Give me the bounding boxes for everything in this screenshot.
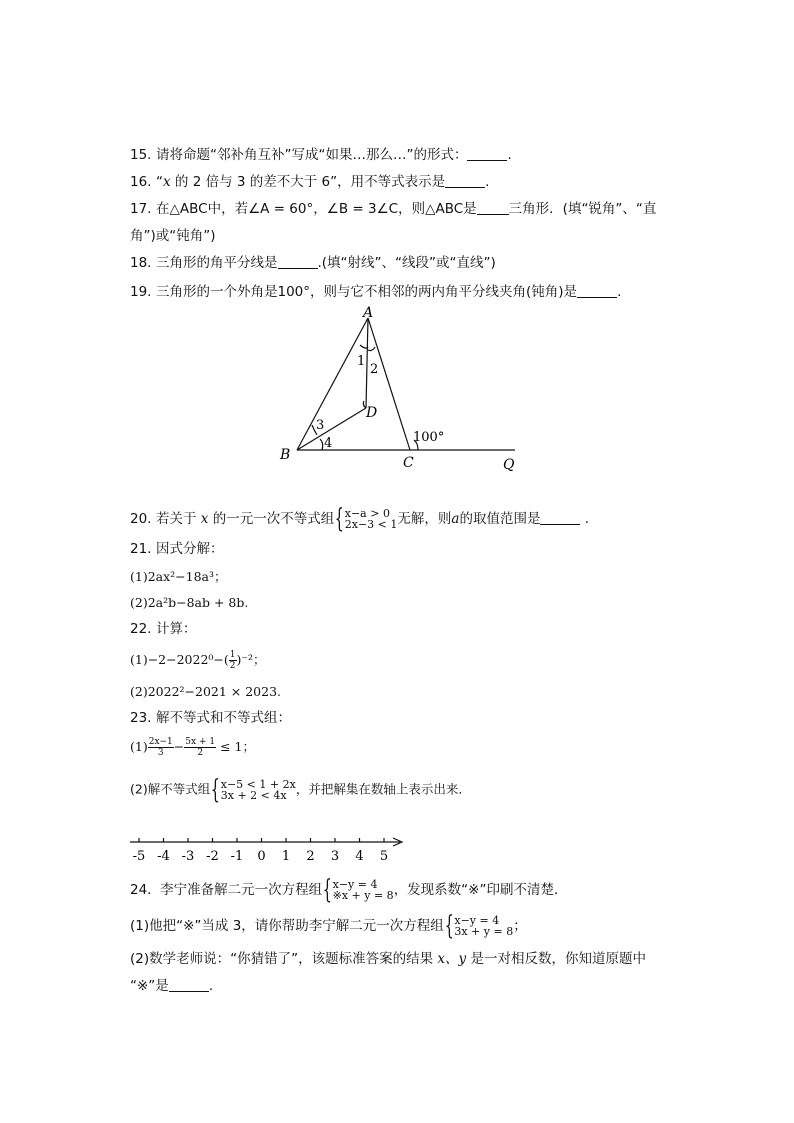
question-21-part2: (2)2a²b−8ab + 8b.	[130, 595, 249, 610]
question-text: 角”)或“钝角”)	[130, 228, 216, 244]
variable: x	[200, 511, 209, 527]
punct: .	[584, 511, 590, 527]
inequality-system: {x−a > 0 2x−3 < 1	[334, 504, 398, 534]
angle-arc-4	[320, 439, 323, 450]
numerator: 5x + 1	[185, 737, 216, 747]
label-C: C	[403, 455, 414, 471]
expr: (1)−2−2022⁰−(	[130, 652, 229, 667]
answer-blank[interactable]	[445, 174, 485, 188]
answer-blank[interactable]	[477, 201, 509, 215]
expr: (1)	[130, 739, 148, 754]
question-18	[130, 254, 496, 272]
label-exterior-angle: 100°	[413, 430, 445, 445]
question-text: 三角形的角平分线是	[156, 255, 278, 271]
question-number: 17.	[130, 201, 152, 217]
question-text: “※”是	[130, 978, 169, 994]
fraction-2	[184, 737, 216, 758]
number-line-label: -1	[230, 849, 244, 864]
number-line-label: 2	[306, 849, 315, 864]
number-line-label: 0	[257, 849, 266, 864]
question-23	[130, 709, 291, 727]
question-text: 在△ABC中，若∠A = 60°，∠B = 3∠C，则△ABC是	[156, 201, 477, 217]
punct: .	[617, 284, 622, 300]
punct: .	[485, 174, 490, 190]
question-text: 李宁准备解二元一次方程组	[160, 882, 323, 898]
label-Q: Q	[503, 457, 515, 473]
system-line-1: x−y = 4	[454, 914, 500, 927]
system-line-2: 3x + 2 < 4x	[220, 789, 287, 802]
number-line-label: -5	[132, 849, 146, 864]
question-15	[130, 146, 512, 164]
question-text: ；	[513, 918, 527, 934]
numerator: 2x−1	[148, 737, 173, 747]
question-text: 的 2 倍与 3 的差不大于 6”，用不等式表示是	[170, 174, 446, 190]
label-angle-4: 4	[324, 436, 333, 451]
equation-system: {x−y = 4 3x + y = 8	[444, 911, 514, 941]
question-24-part2-line1	[130, 950, 646, 968]
punct: .	[208, 978, 214, 994]
number-line-label: -3	[181, 849, 195, 864]
question-number: 20.	[130, 511, 152, 527]
question-text: 计算：	[156, 621, 197, 637]
variable: x	[163, 174, 171, 190]
question-text: 三角形．(填“锐角”、“直	[508, 201, 657, 217]
question-19	[130, 283, 621, 301]
label-angle-1: 1	[357, 354, 366, 369]
denominator: 2	[229, 661, 236, 671]
question-text: 因式分解：	[156, 541, 224, 557]
number-line-label: -2	[206, 849, 219, 864]
answer-blank[interactable]	[467, 147, 507, 161]
question-text: 解不等式和不等式组：	[156, 710, 291, 726]
question-number: 23.	[130, 710, 152, 726]
question-text: 的取值范围是	[459, 511, 541, 527]
angle-arc-2	[368, 347, 375, 351]
question-text: 三角形的一个外角是100°，则与它不相邻的两内角平分线夹角(钝角)是	[156, 284, 578, 300]
question-17-line2	[130, 227, 216, 245]
bisector-ad	[366, 318, 368, 408]
side-ab	[297, 318, 368, 450]
question-text: 若关于	[156, 511, 197, 527]
answer-blank[interactable]	[540, 511, 580, 525]
label-angle-3: 3	[316, 418, 325, 433]
system-line-2: 3x + y = 8	[454, 925, 514, 938]
expr: ≤ 1；	[220, 739, 255, 754]
question-text: (2)解不等式组	[130, 781, 211, 797]
variable: x、y	[437, 951, 467, 967]
question-number: 19.	[130, 284, 152, 300]
question-number: 16.	[130, 174, 152, 190]
label-D: D	[366, 405, 378, 421]
question-22	[130, 620, 197, 638]
question-text: (1)他把“※”当成 3，请你帮助李宁解二元一次方程组	[130, 918, 444, 934]
question-17-line1	[130, 200, 656, 218]
number-line-label: 3	[330, 849, 340, 864]
question-text: ，发现系数“※”印刷不清楚．	[393, 882, 568, 898]
fraction	[229, 650, 237, 671]
question-16	[130, 173, 489, 191]
question-23-part2	[130, 777, 471, 803]
question-22-part2: (2)2022²−2021 × 2023.	[130, 684, 282, 699]
question-text: 无解，则	[397, 511, 452, 527]
question-number: 21.	[130, 541, 152, 557]
question-21	[130, 540, 224, 558]
question-21-part1: (1)2ax²−18a³；	[130, 569, 227, 584]
expr: )⁻²；	[236, 652, 266, 667]
question-number: 22.	[130, 621, 152, 637]
question-20	[130, 506, 589, 532]
number-line-label: 1	[281, 849, 291, 864]
question-text: 的一元一次不等式组	[212, 511, 335, 527]
side-ac	[368, 318, 410, 450]
number-line-label: 4	[355, 849, 364, 864]
system-line-1: x−a > 0	[344, 507, 390, 520]
question-number: 18.	[130, 255, 152, 271]
system-line-1: x−y = 4	[332, 878, 378, 891]
inequality-system: {x−5 < 1 + 2x 3x + 2 < 4x	[210, 775, 296, 805]
number-line-label: -4	[157, 849, 170, 864]
question-text: (2)数学老师说：“你猜错了”，该题标准答案的结果	[130, 951, 434, 967]
expr: −	[173, 739, 185, 754]
question-number: 15.	[130, 147, 152, 163]
question-24-part2-line2	[130, 977, 213, 995]
question-text: 是一对相反数，你知道原题中	[470, 951, 646, 967]
variable: a	[451, 511, 460, 527]
label-B: B	[280, 447, 291, 463]
denominator: 2	[197, 748, 204, 758]
question-24	[130, 877, 568, 903]
fraction-1	[148, 737, 174, 758]
answer-blank[interactable]	[278, 255, 318, 269]
question-24-part1	[130, 913, 527, 939]
numerator: 1	[229, 650, 236, 660]
question-text: ，并把解集在数轴上表示出来．	[295, 781, 471, 797]
label-angle-2: 2	[370, 362, 379, 377]
punct: .	[507, 147, 512, 163]
question-number: 24.	[130, 882, 152, 898]
number-line-label: 5	[379, 849, 389, 864]
system-line-2: ※x + y = 8	[332, 889, 394, 902]
denominator: 3	[157, 748, 164, 758]
answer-blank[interactable]	[577, 284, 617, 298]
question-23-part1	[130, 737, 255, 758]
system-line-2: 2x−3 < 1	[344, 518, 398, 531]
answer-blank[interactable]	[169, 978, 209, 992]
system-line-1: x−5 < 1 + 2x	[220, 778, 296, 791]
triangle-figure	[270, 305, 530, 475]
label-A: A	[363, 305, 374, 321]
number-line	[125, 832, 410, 868]
question-22-part1	[130, 650, 266, 671]
question-text: 请将命题“邻补角互补”写成“如果…那么…”的形式：	[156, 147, 468, 163]
equation-system: {x−y = 4 ※x + y = 8	[322, 875, 394, 905]
quote: “	[156, 174, 163, 190]
question-text: .(填“射线”、“线段”或“直线”)	[317, 255, 496, 271]
